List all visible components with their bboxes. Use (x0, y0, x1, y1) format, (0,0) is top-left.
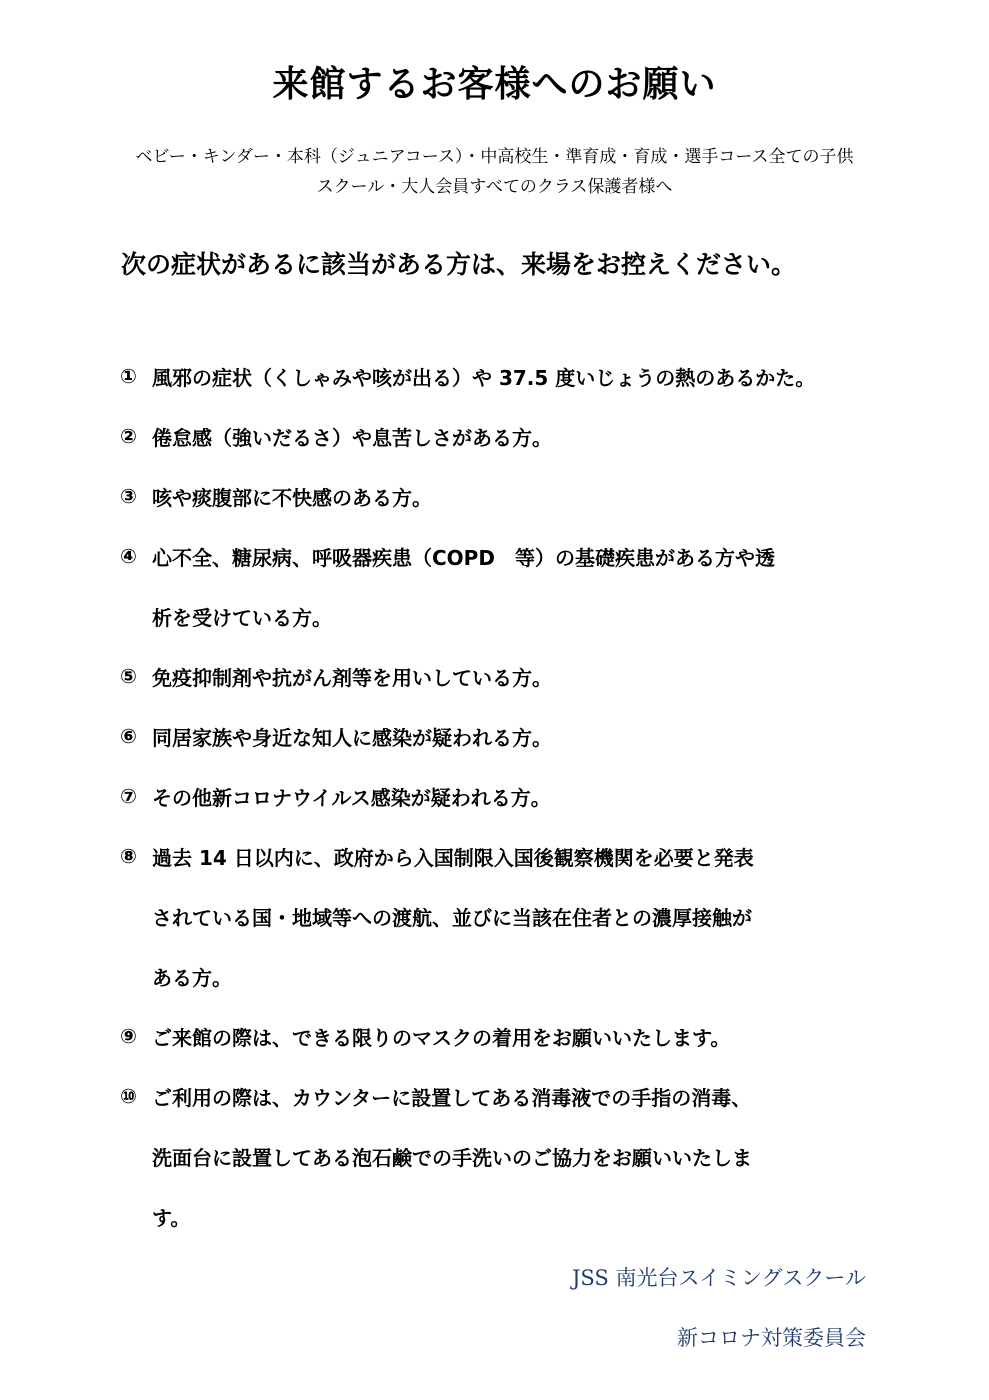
list-item-10 (120, 1084, 880, 1264)
committee-name: 新コロナ対策委員会 (677, 1326, 866, 1350)
item-text (152, 1024, 880, 1084)
school-name: JSS 南光台スイミングスクール (571, 1266, 866, 1290)
item-line: 心不全、糖尿病、呼吸器疾患（COPD 等）の基礎疾患がある方や透 (152, 546, 775, 570)
item-line: ご来館の際は、できる限りのマスクの着用をお願いいたします。 (152, 1026, 731, 1050)
item-line: されている国・地域等への渡航、並びに当該在住者との濃厚接触が (152, 906, 752, 930)
item-line: 倦怠感（強いだるさ）や息苦しさがある方。 (152, 426, 552, 450)
item-line: 風邪の症状（くしゃみや咳が出る）や 37.5 度いじょうの熱のあるかた。 (152, 366, 816, 390)
list-item-1 (120, 364, 880, 424)
item-number: ② (120, 424, 137, 448)
item-text (152, 364, 880, 424)
item-line: 咳や痰腹部に不快感のある方。 (152, 486, 432, 510)
page-title: 来館するお客様へのお願い (272, 64, 717, 105)
item-text (152, 1084, 880, 1264)
list-item-8 (120, 844, 880, 1024)
item-text (152, 424, 880, 484)
list-item-6 (120, 724, 880, 784)
audience-line-2: スクール・大人会員すべてのクラス保護者様へ (316, 177, 673, 197)
item-line: 免疫抑制剤や抗がん剤等を用いしている方。 (152, 666, 552, 690)
list-item-4 (120, 544, 880, 664)
item-line: 過去 14 日以内に、政府から入国制限入国後観察機関を必要と発表 (152, 846, 754, 870)
item-number: ③ (120, 484, 137, 508)
item-number: ⑧ (120, 844, 137, 868)
item-number: ④ (120, 544, 137, 568)
item-text (152, 664, 880, 724)
item-number: ⑦ (120, 784, 137, 808)
item-number: ⑤ (120, 664, 137, 688)
item-line: その他新コロナウイルス感染が疑われる方。 (152, 786, 551, 810)
item-line: 洗面台に設置してある泡石鹸での手洗いのご協力をお願いいたしま (152, 1146, 752, 1170)
item-text (152, 844, 880, 1024)
audience-line-1: ベビー・キンダー・本科（ジュニアコース）・中高校生・準育成・育成・選手コース全ての子供 (135, 147, 854, 167)
item-line: 析を受けている方。 (152, 606, 332, 630)
list-item-3 (120, 484, 880, 544)
notice-heading: 次の症状があるに該当がある方は、来場をお控えください。 (121, 250, 797, 279)
item-line: ご利用の際は、カウンターに設置してある消毒液での手指の消毒、 (152, 1086, 752, 1110)
item-text (152, 484, 880, 544)
item-number: ⑨ (120, 1024, 137, 1048)
item-number: ⑥ (120, 724, 137, 748)
item-line: 同居家族や身近な知人に感染が疑われる方。 (152, 726, 552, 750)
item-number: ① (120, 364, 137, 388)
item-text (152, 724, 880, 784)
list-item-5 (120, 664, 880, 724)
list-item-2 (120, 424, 880, 484)
list-item-7 (120, 784, 880, 844)
item-text (152, 784, 880, 844)
list-item-9 (120, 1024, 880, 1084)
item-line: ある方。 (152, 966, 232, 990)
item-text (152, 544, 880, 664)
item-number: ⑩ (120, 1084, 137, 1108)
item-line: す。 (152, 1206, 191, 1230)
